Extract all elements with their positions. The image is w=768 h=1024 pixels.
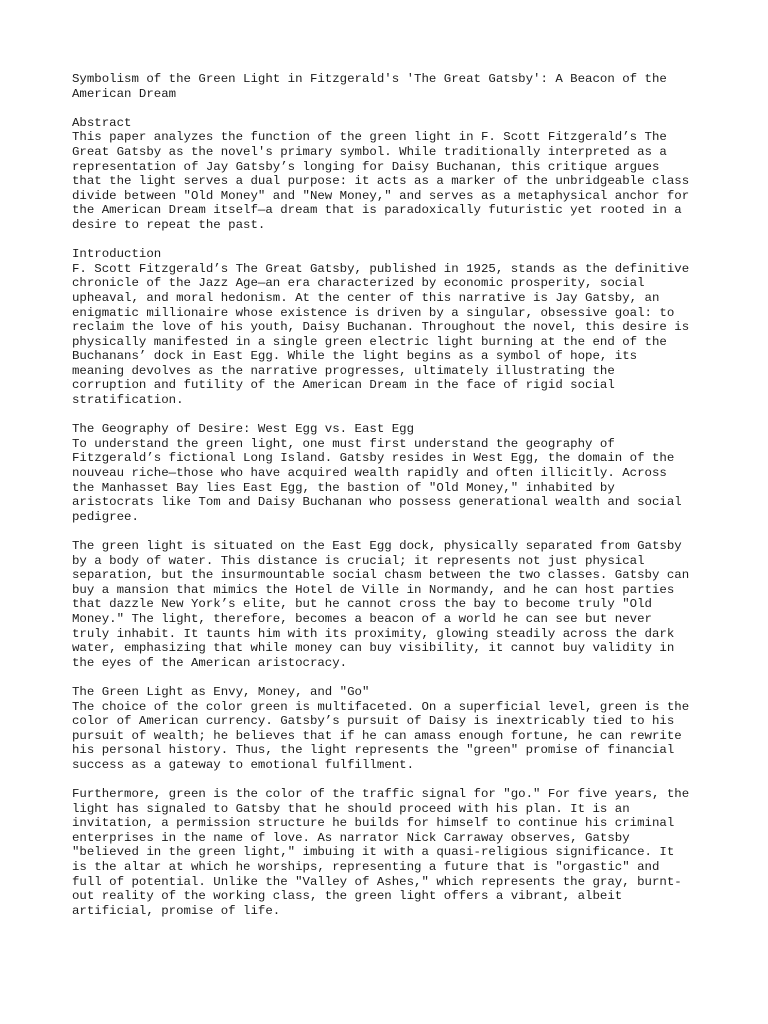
paragraph xyxy=(72,539,712,670)
text-line: water, emphasizing that while money can buy visibility, it cannot buy validity in xyxy=(72,641,675,656)
spacer xyxy=(72,773,712,788)
text-line: divide between "Old Money" and "New Money," and serves as a metaphysical anchor for xyxy=(72,188,690,203)
text-line: is the altar at which he worships, representing a future that is "orgastic" and xyxy=(72,860,660,875)
title-line: Symbolism of the Green Light in Fitzgerald's 'The Great Gatsby': A Beacon of the xyxy=(72,72,667,86)
section-heading: The Green Light as Envy, Money, and "Go" xyxy=(72,684,370,699)
spacer xyxy=(72,101,712,116)
text-line: Buchanans’ dock in East Egg. While the light begins as a symbol of hope, its xyxy=(72,349,638,364)
section-abstract xyxy=(72,116,712,233)
text-line: invitation, a permission structure he builds for himself to continue his criminal xyxy=(72,816,675,831)
text-line: artificial, promise of life. xyxy=(72,903,281,918)
text-line: pedigree. xyxy=(72,509,139,524)
text-line: the Manhasset Bay lies East Egg, the bastion of "Old Money," inhabited by xyxy=(72,480,615,495)
text-line: Money." The light, therefore, becomes a beacon of a world he can see but never xyxy=(72,611,652,626)
text-line: full of potential. Unlike the "Valley of Ashes," which represents the gray, burnt- xyxy=(72,874,682,889)
paragraph xyxy=(72,787,712,918)
text-line: separation, but the insurmountable social chasm between the two classes. Gatsby can xyxy=(72,568,690,583)
text-line: the American Dream itself—a dream that is paradoxically futuristic yet rooted in a xyxy=(72,203,682,218)
text-line: out reality of the working class, the green light offers a vibrant, albeit xyxy=(72,889,623,904)
text-line: buy a mansion that mimics the Hotel de Ville in Normandy, and he can host parties xyxy=(72,582,675,597)
spacer xyxy=(72,670,712,685)
paragraph xyxy=(72,437,712,525)
text-line: This paper analyzes the function of the green light in F. Scott Fitzgerald’s The xyxy=(72,130,667,145)
spacer xyxy=(72,233,712,248)
text-line: the eyes of the American aristocracy. xyxy=(72,655,348,670)
text-line: Furthermore, green is the color of the traffic signal for "go." For five years, the xyxy=(72,787,690,802)
text-line: "believed in the green light," imbuing it with a quasi-religious significance. It xyxy=(72,845,675,860)
text-line: enigmatic millionaire whose existence is driven by a singular, obsessive goal: to xyxy=(72,305,675,320)
text-line: The green light is situated on the East Egg dock, physically separated from Gatsby xyxy=(72,539,682,553)
spacer xyxy=(72,408,712,423)
text-line: color of American currency. Gatsby’s pursuit of Daisy is inextricably tied to his xyxy=(72,714,675,729)
text-line: desire to repeat the past. xyxy=(72,217,266,232)
paper-title xyxy=(72,72,712,101)
title-line: American Dream xyxy=(72,86,177,101)
section-introduction xyxy=(72,247,712,408)
text-line: meaning devolves as the narrative progresses, ultimately illustrating the xyxy=(72,363,615,378)
text-line: stratification. xyxy=(72,393,184,408)
paragraph xyxy=(72,700,712,773)
text-line: Fitzgerald’s fictional Long Island. Gatsby resides in West Egg, the domain of the xyxy=(72,451,675,466)
text-line: To understand the green light, one must first understand the geography of xyxy=(72,436,615,451)
text-line: pursuit of wealth; he believes that if he can amass enough fortune, he can rewrite xyxy=(72,728,682,743)
text-line: truly inhabit. It taunts him with its proximity, glowing steadily across the dark xyxy=(72,626,675,641)
paragraph xyxy=(72,130,712,232)
text-line: by a body of water. This distance is crucial; it represents not just physical xyxy=(72,553,645,568)
section-heading: Introduction xyxy=(72,247,162,262)
spacer xyxy=(72,524,712,539)
text-line: reclaim the love of his youth, Daisy Buchanan. Throughout the novel, this desire is xyxy=(72,320,690,335)
text-line: light has signaled to Gatsby that he should proceed with his plan. It is an xyxy=(72,801,630,816)
text-line: upheaval, and moral hedonism. At the center of this narrative is Jay Gatsby, an xyxy=(72,290,660,305)
text-line: The choice of the color green is multifaceted. On a superficial level, green is the xyxy=(72,699,690,714)
text-line: physically manifested in a single green electric light burning at the end of the xyxy=(72,334,667,349)
text-line: success as a gateway to emotional fulfillment. xyxy=(72,757,415,772)
text-line: aristocrats like Tom and Daisy Buchanan who possess generational wealth and social xyxy=(72,495,682,510)
paragraph xyxy=(72,262,712,408)
text-line: Great Gatsby as the novel's primary symbol. While traditionally interpreted as a xyxy=(72,144,667,159)
section-heading: Abstract xyxy=(72,115,132,130)
text-line: that the light serves a dual purpose: it acts as a marker of the unbridgeable class xyxy=(72,174,690,189)
document-page xyxy=(72,72,712,918)
text-line: his personal history. Thus, the light represents the "green" promise of financial xyxy=(72,743,675,758)
text-line: chronicle of the Jazz Age—an era characterized by economic prosperity, social xyxy=(72,276,645,291)
section-green-light-envy-money-go xyxy=(72,685,712,919)
text-line: enterprises in the name of love. As narrator Nick Carraway observes, Gatsby xyxy=(72,830,630,845)
text-line: F. Scott Fitzgerald’s The Great Gatsby, published in 1925, stands as the definitive xyxy=(72,261,690,276)
section-heading: The Geography of Desire: West Egg vs. East Egg xyxy=(72,422,415,437)
section-geography-of-desire xyxy=(72,422,712,670)
text-line: corruption and futility of the American Dream in the face of rigid social xyxy=(72,378,615,393)
text-line: nouveau riche—those who have acquired wealth rapidly and often illicitly. Across xyxy=(72,466,667,481)
text-line: that dazzle New York’s elite, but he cannot cross the bay to become truly "Old xyxy=(72,597,652,612)
text-line: representation of Jay Gatsby’s longing for Daisy Buchanan, this critique argues xyxy=(72,159,660,174)
